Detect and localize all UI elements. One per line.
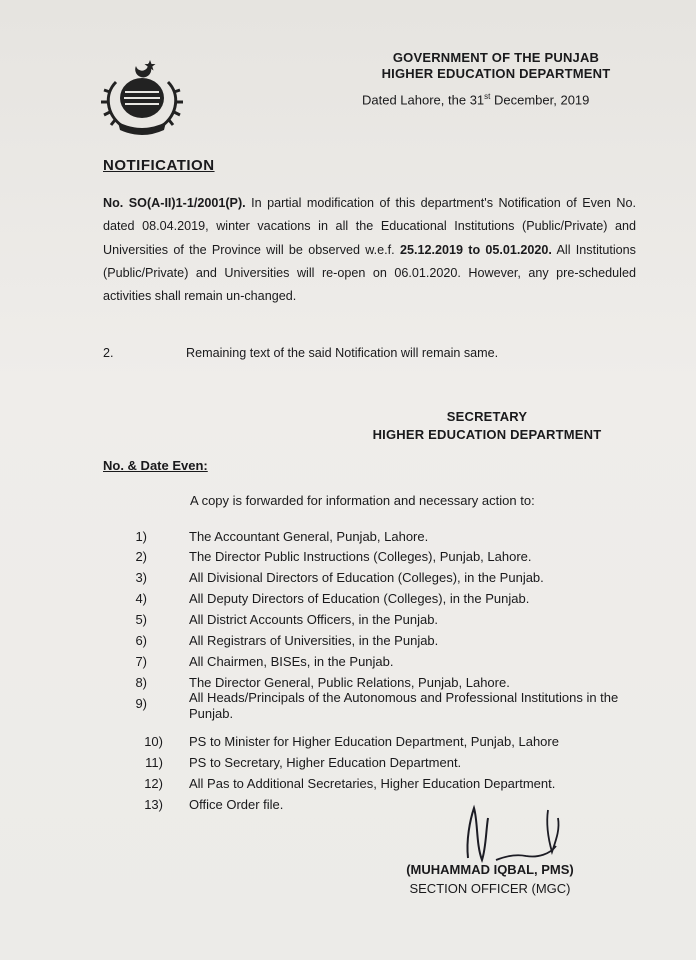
list-item-number: 8) <box>135 675 147 690</box>
punjab-government-seal-icon <box>96 52 188 138</box>
list-item-number: 3) <box>135 570 147 585</box>
officer-designation: SECTION OFFICER (MGC) <box>409 881 571 896</box>
list-item: PS to Secretary, Higher Education Department. <box>189 755 462 770</box>
officer-name: (MUHAMMAD IQBAL, PMS) <box>406 862 574 877</box>
list-item-number: 6) <box>135 633 147 648</box>
list-item: All Registrars of Universities, in the Punjab. <box>189 633 439 648</box>
letterhead <box>336 50 656 82</box>
list-item-number: 7) <box>135 654 147 669</box>
list-item: All District Accounts Officers, in the Punjab. <box>189 612 439 627</box>
list-item: Office Order file. <box>189 797 284 812</box>
list-item-number: 11) <box>145 755 163 770</box>
list-item-number: 4) <box>135 591 147 606</box>
list-item: All Chairmen, BISEs, in the Punjab. <box>189 654 394 669</box>
paragraph-2-text: Remaining text of the said Notification will remain same. <box>186 346 499 360</box>
paragraph-2-number: 2. <box>103 346 114 360</box>
list-item-number: 9) <box>135 696 147 711</box>
vacation-dates: 25.12.2019 to 05.01.2020. <box>399 242 552 257</box>
list-item-number: 12) <box>144 776 163 791</box>
paragraph-text-b: All Institutions (Public/Private) and Universities will re-open on 06.01.2020. However, any pre-scheduled activities shall remain un-changed. <box>103 242 636 304</box>
list-item: All Deputy Directors of Education (Colleges), in the Punjab. <box>189 591 530 606</box>
list-item-number: 1) <box>135 529 147 544</box>
secretary-title: SECRETARY <box>446 409 528 424</box>
notification-title: NOTIFICATION <box>103 157 215 174</box>
reference-number: No. SO(A-II)1-1/2001(P). <box>103 196 246 210</box>
signing-officer-block <box>385 860 595 898</box>
dated-superscript: st <box>484 92 491 101</box>
list-item: All Heads/Principals of the Autonomous and Professional Institutions in the Punjab. <box>189 690 619 721</box>
secretary-block <box>360 408 614 444</box>
paragraph-text-a: In partial modification of this department's Notification of Even No. dated 08.04.2019, winter vacations in all the Educational Institutions (Public/Private) and Universities of the Province will be observed w.e.f. <box>103 196 636 257</box>
government-title: GOVERNMENT OF THE PUNJAB <box>392 50 600 65</box>
list-item: All Divisional Directors of Education (Colleges), in the Punjab. <box>189 570 544 585</box>
department-title: HIGHER EDUCATION DEPARTMENT <box>381 66 611 81</box>
list-item: The Accountant General, Punjab, Lahore. <box>189 529 429 544</box>
list-item: All Pas to Additional Secretaries, Higher Education Department. <box>189 776 556 791</box>
list-item-number: 10) <box>144 734 163 749</box>
list-item-number: 2) <box>135 549 147 564</box>
dated-line <box>362 92 589 107</box>
secretary-department: HIGHER EDUCATION DEPARTMENT <box>372 427 602 442</box>
list-item: The Director General, Public Relations, Punjab, Lahore. <box>189 675 510 690</box>
distribution-intro: A copy is forwarded for information and necessary action to: <box>190 493 535 508</box>
list-item: The Director Public Instructions (Colleges), Punjab, Lahore. <box>189 549 532 564</box>
list-item-number: 13) <box>144 797 163 812</box>
distribution-heading: No. & Date Even: <box>103 458 208 473</box>
dated-prefix: Dated Lahore, the 31 <box>362 92 485 108</box>
list-item: PS to Minister for Higher Education Department, Punjab, Lahore <box>189 734 559 749</box>
dated-suffix: December, 2019 <box>490 92 590 108</box>
notification-paragraph <box>103 192 636 308</box>
list-item-number: 5) <box>135 612 147 627</box>
